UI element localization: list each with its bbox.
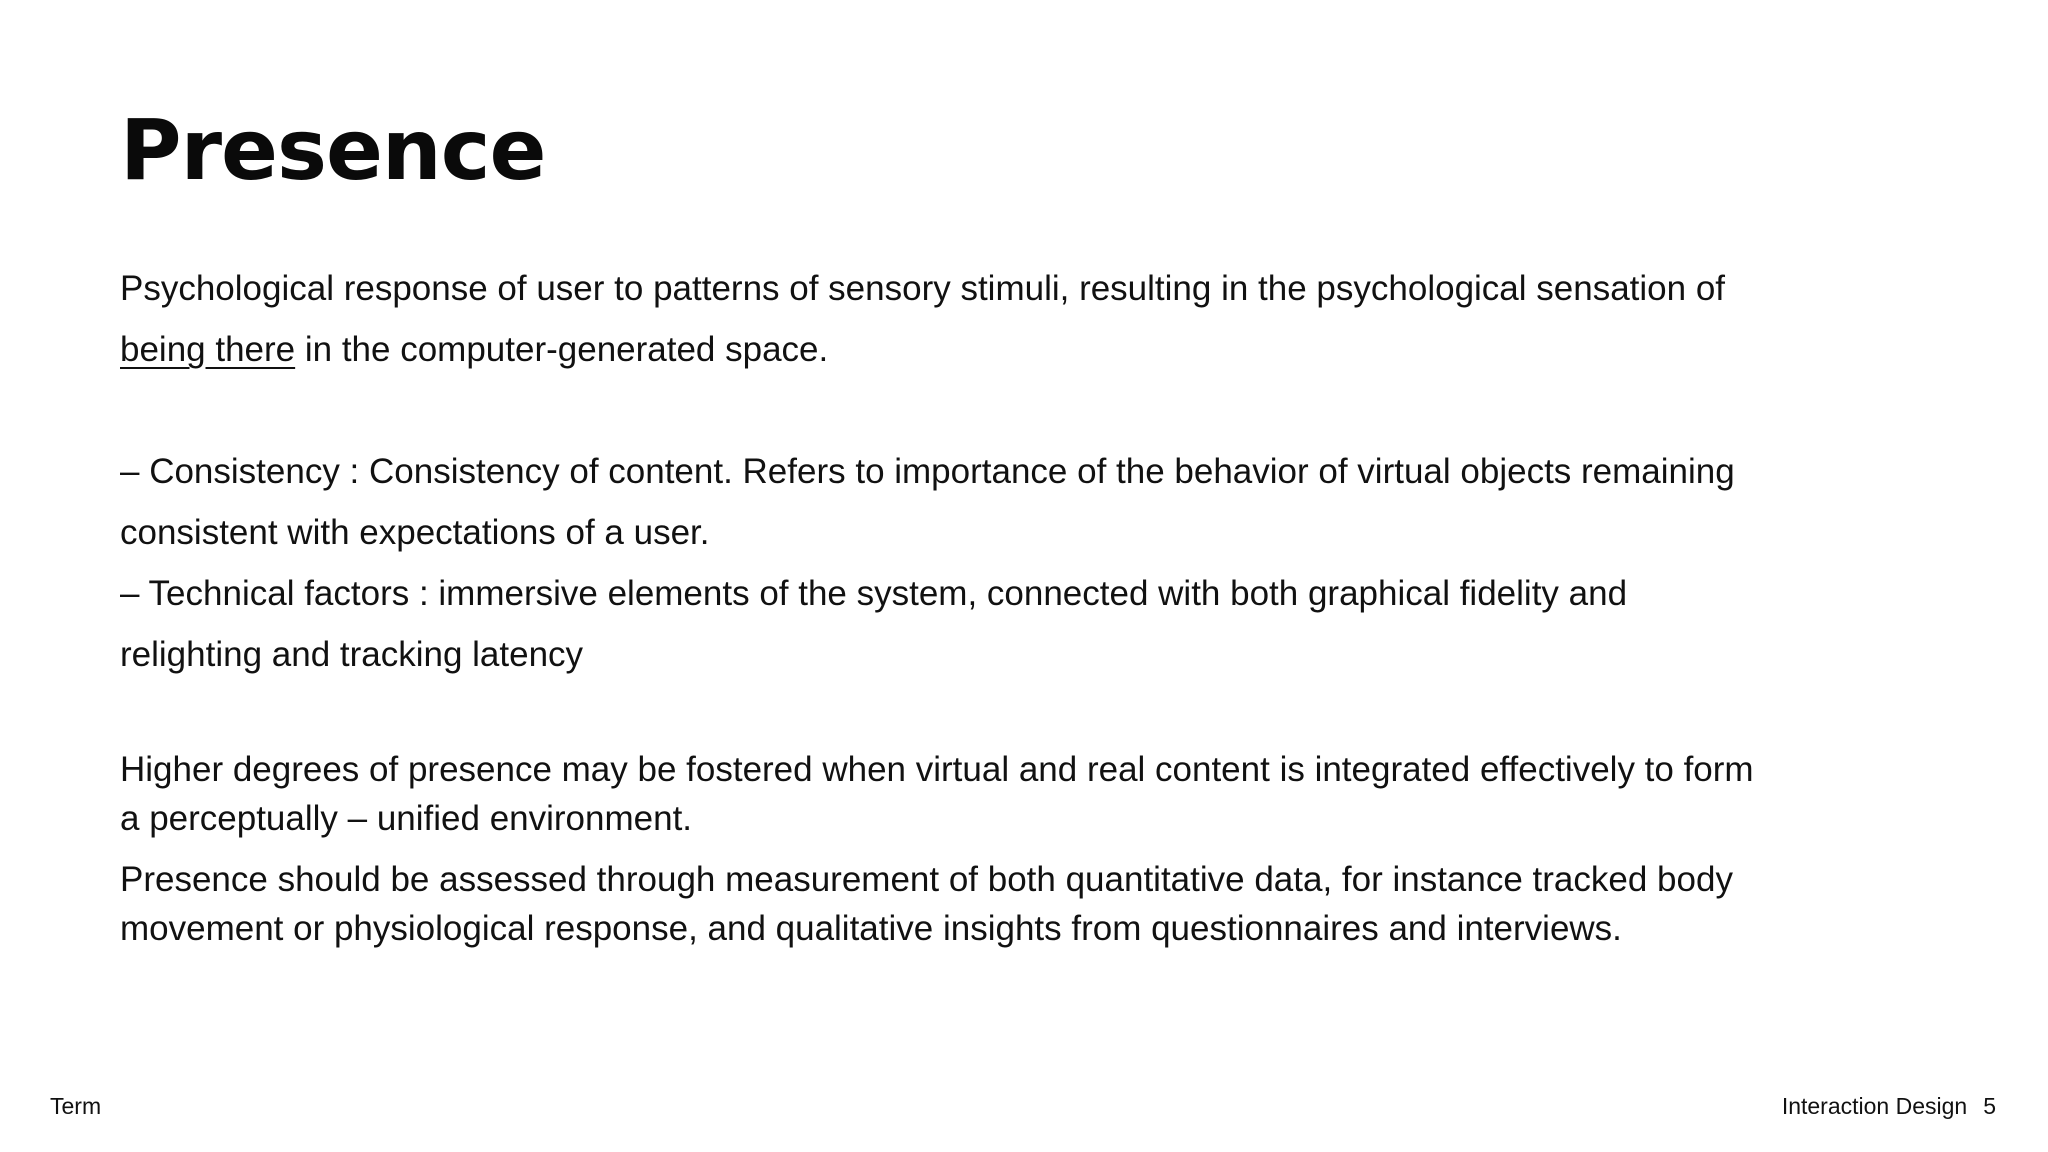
factors-paragraph	[120, 441, 1735, 685]
technical-line-2: relighting and tracking latency	[120, 635, 584, 674]
higher-degrees-paragraph	[120, 745, 1754, 843]
footer-section-label: Term	[50, 1093, 102, 1119]
assessment-line-1: Presence should be assessed through measurement of both quantitative data, for instance tracked body	[120, 860, 1733, 899]
assessment-paragraph	[120, 855, 1733, 953]
definition-line-2	[120, 319, 1725, 380]
definition-line-2-rest: in the computer-generated space.	[295, 330, 829, 369]
slide-title: Presence	[120, 101, 546, 199]
higher-degrees-line-2: a perceptually – unified environment.	[120, 799, 693, 838]
definition-paragraph	[120, 258, 1725, 380]
higher-degrees-line-1: Higher degrees of presence may be fostered when virtual and real content is integrated effectively to form	[120, 750, 1754, 789]
technical-line-1: – Technical factors : immersive elements of the system, connected with both graphical fidelity and	[120, 574, 1628, 613]
definition-line-1: Psychological response of user to patterns of sensory stimuli, resulting in the psychological sensation of	[120, 269, 1726, 308]
footer-page-number: 5	[1983, 1093, 1996, 1119]
footer-course-info	[1782, 1092, 1996, 1120]
being-there-underlined-text: being there	[120, 330, 296, 369]
consistency-line-1: – Consistency : Consistency of content. Refers to importance of the behavior of virtual objects remaining	[120, 452, 1735, 491]
assessment-line-2: movement or physiological response, and qualitative insights from questionnaires and interviews.	[120, 909, 1622, 948]
footer-course-name: Interaction Design	[1781, 1093, 1968, 1119]
consistency-line-2: consistent with expectations of a user.	[120, 513, 710, 552]
